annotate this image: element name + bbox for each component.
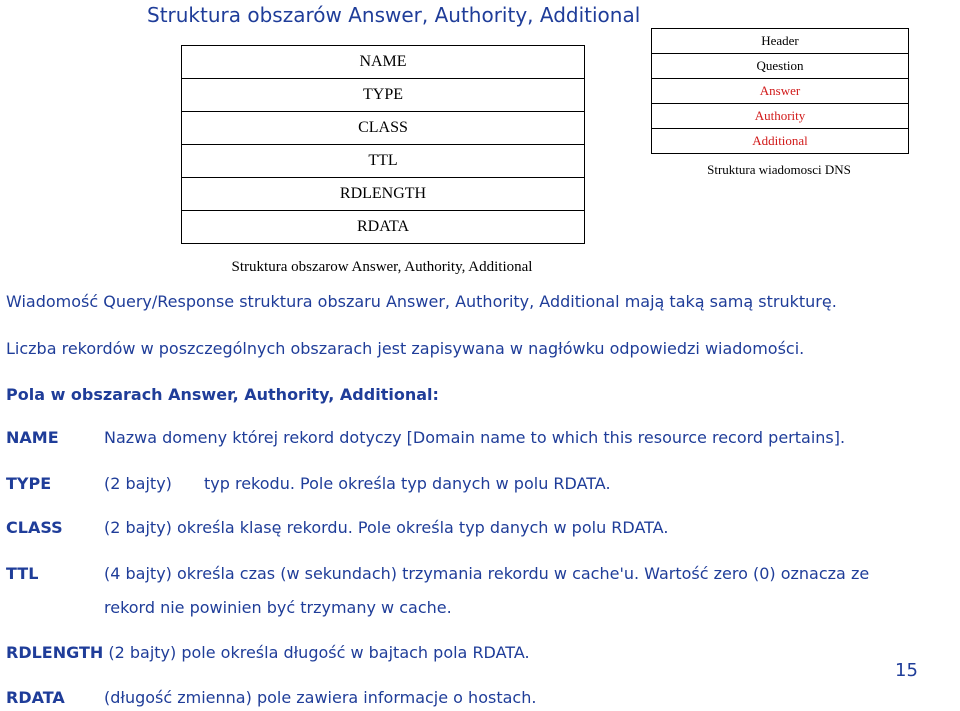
record-row-name: NAME [182,46,584,79]
field-desc-ttl-line1: (4 bajty) określa czas (w sekundach) trzymania rekordu w cache'u. Wartość zero (0) oznacza ze [104,564,870,583]
record-row-class: CLASS [182,112,584,145]
dns-message-table [651,28,909,154]
field-desc-rdlength: (2 bajty) pole określa długość w bajtach pola RDATA. [103,643,530,662]
page-title: Struktura obszarów Answer, Authority, Additional [147,3,641,27]
field-term-name: NAME [6,428,59,447]
field-desc-class: (2 bajty) określa klasę rekordu. Pole określa typ danych w polu RDATA. [104,518,669,537]
message-row-authority: Authority [652,104,908,129]
field-desc-name: Nazwa domeny której rekord dotyczy [Domain name to which this resource record pertains]. [104,428,846,447]
paragraph-structure: Wiadomość Query/Response struktura obszaru Answer, Authority, Additional mają taką samą strukturę. [6,292,837,311]
fields-heading: Pola w obszarach Answer, Authority, Additional: [6,385,439,404]
field-term-class: CLASS [6,518,63,537]
field-rdlength [6,643,530,662]
field-term-rdata: RDATA [6,688,65,707]
field-desc-ttl-line2: rekord nie powinien być trzymany w cache. [104,598,452,617]
field-term-type: TYPE [6,474,52,493]
record-row-type: TYPE [182,79,584,112]
page-number: 15 [895,660,918,681]
paragraph-record-count: Liczba rekordów w poszczególnych obszarach jest zapisywana w nagłówku odpowiedzi wiadomości. [6,339,805,358]
field-size-type: (2 bajty) [104,474,172,493]
message-row-header: Header [652,29,908,54]
message-row-answer: Answer [652,79,908,104]
record-row-ttl: TTL [182,145,584,178]
message-row-additional: Additional [752,133,808,148]
record-table-caption: Struktura obszarow Answer, Authority, Additional [231,259,533,275]
message-table-caption: Struktura wiadomosci DNS [707,162,851,177]
record-row-rdlength: RDLENGTH [182,178,584,211]
field-desc-rdata: (długość zmienna) pole zawiera informacje o hostach. [104,688,537,707]
field-desc-type: typ rekodu. Pole określa typ danych w polu RDATA. [204,474,611,493]
record-row-rdata: RDATA [356,218,410,235]
record-structure-table [181,45,585,244]
field-term-ttl: TTL [6,564,39,583]
message-row-question: Question [652,54,908,79]
field-term-rdlength: RDLENGTH [6,643,104,662]
